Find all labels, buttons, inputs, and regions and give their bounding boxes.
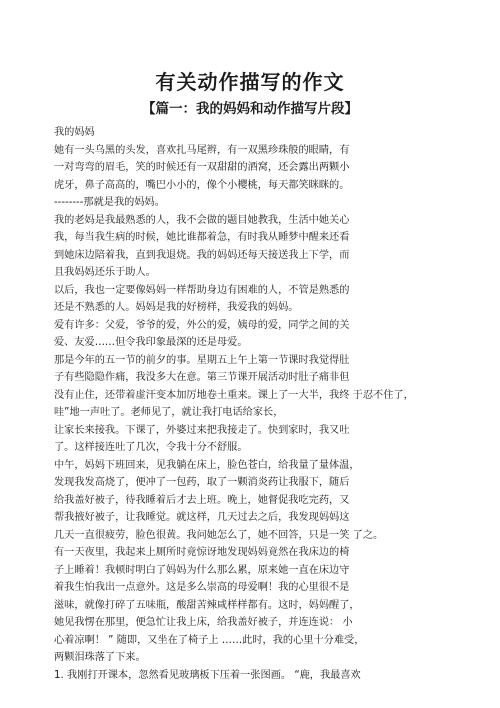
text-line: 了。这样接连吐了几次，令我十分不舒服。: [54, 442, 248, 453]
text-line: 哇”地一声吐了。老师见了，就让我打电话给家长，: [54, 407, 284, 418]
text-line: 爱有许多：父爱，爷爷的爱，外公的爱，姨母的爱，同学之间的关: [54, 319, 350, 331]
text-line: 我，每当我生病的时候，她比谁都着急，有时我从睡梦中醒来还看: [54, 232, 350, 243]
text-line: 心着凉啊！ ” 随即，又坐在了椅子上 ……此时，我的心里十分难受，: [54, 634, 365, 646]
text-line: 我的老妈是我最熟悉的人，我不会做的题目她教我，生活中她关心: [54, 214, 350, 226]
text-line: 她见我愣在那里，便急忙让我上床，给我盖好被子，并连连说： 小: [54, 617, 353, 628]
text-line: 虎牙，鼻子高高的，嘴巴小小的，像个小樱桃，每天都笑眯眯的。: [54, 179, 350, 191]
text-line: 一对弯弯的眉毛，笑的时候还有一双甜甜的酒窝，还会露出两颗小: [54, 162, 350, 173]
text-line: 她有一头乌黑的头发，喜欢扎马尾辫，有一双黑珍珠般的眼睛，有: [54, 144, 350, 156]
text-line: --------那就是我的妈妈。: [54, 197, 165, 208]
section-heading: 【篇一：我的妈妈和动作描写片段】: [142, 101, 358, 117]
text-line: 1. 我刚打开课本，忽然看见玻璃板下压着一张图画。 “鹿，我最喜欢: [54, 669, 361, 681]
text-line: 到她床边陪着我，直到我退烧。我的妈妈还每天接送我上下学，而: [54, 249, 350, 261]
text-line: 有一天夜里，我起来上厕所时竟惊讶地发现妈妈竟然在我床边的椅: [54, 547, 350, 558]
text-line: 着我生怕我出一点意外。这是多么崇高的母爱啊！我的心里很不是: [54, 582, 350, 593]
text-line: 我的妈妈: [54, 127, 95, 138]
text-line: 子上睡着！我顿时明白了妈妈为什么那么累，原来她一直在床边守: [54, 564, 350, 576]
text-line: 那是今年的五一节的前夕的事。星期五上午上第一节课时我觉得肚: [54, 354, 350, 366]
document-title: 有关动作描写的作文: [155, 70, 345, 94]
text-line: 爱、友爱……但令我印象最深的还是母爱。: [54, 337, 248, 348]
text-line: 还是不熟悉的人。妈妈是我的好榜样，我爱我的妈妈。: [54, 302, 299, 313]
text-line: 中午，妈妈下班回来，见我躺在床上，脸色苍白，给我量了量体温，: [54, 459, 360, 471]
text-line: 帮我掖好被子，让我睡觉。就这样，几天过去之后，我发现妈妈这: [54, 512, 350, 523]
text-line: 子有些隐隐作痛，我没多大在意。第三节课开展活动时肚子痛非但: [54, 372, 350, 383]
text-line: 两颗泪珠落了下来。: [54, 652, 146, 663]
text-line: 几天一直很疲劳，脸色很黄。我问她怎么了，她不回答，只是一笑 了之。: [54, 529, 384, 541]
body-text: [54, 124, 454, 684]
text-line: 发现我发高烧了，便冲了一包药，取了一颗消炎药让我服下，随后: [54, 477, 350, 488]
text-line: 且我妈妈还乐于助人。: [54, 267, 156, 278]
text-line: 让家长来接我。下课了，外婆过来把我接走了。快到家时，我又吐: [54, 424, 350, 436]
text-line: 以后，我也一定要像妈妈一样帮助身边有困难的人，不管是熟悉的: [54, 284, 350, 296]
text-line: 滋味，就像打碎了五味瓶，酸甜苦辣咸样样都有。这时，妈妈醒了，: [54, 599, 360, 611]
text-line: 给我盖好被子，待我睡着后才去上班。晚上，她督促我吃完药，又: [54, 494, 350, 506]
text-line: 没有止住，还带着虚汗变本加厉地卷土重来。课上了一大半，我终 于忍不住了，: [54, 389, 414, 401]
